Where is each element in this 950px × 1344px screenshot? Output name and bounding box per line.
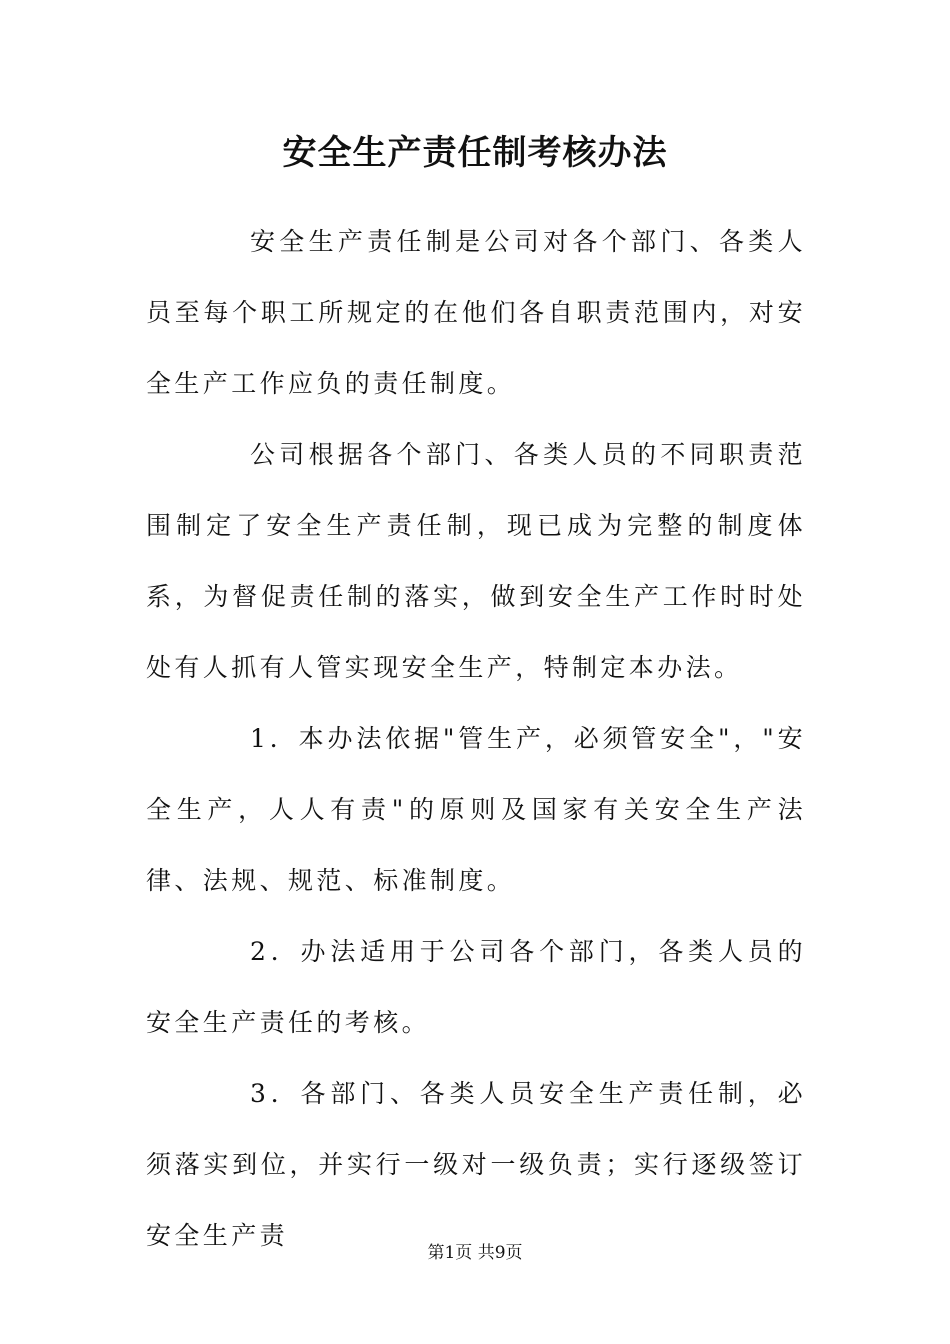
paragraph: 1．本办法依据"管生产，必须管安全"，"安全生产，人人有责"的原则及国家有关安全生产法律、法规、规范、标准制度。 xyxy=(146,724,806,895)
paragraph: 3．各部门、各类人员安全生产责任制，必须落实到位，并实行一级对一级负责；实行逐级签订安全生产责 xyxy=(146,1079,806,1250)
paragraph: 公司根据各个部门、各类人员的不同职责范围制定了安全生产责任制，现已成为完整的制度体系，为督促责任制的落实，做到安全生产工作时时处处有人抓有人管实现安全生产，特制定本办法。 xyxy=(146,440,806,682)
paragraph: 2．办法适用于公司各个部门，各类人员的安全生产责任的考核。 xyxy=(146,937,806,1037)
document-body xyxy=(146,206,806,1271)
page-number-footer: 第1页 共9页 xyxy=(427,1243,523,1263)
paragraph: 安全生产责任制是公司对各个部门、各类人员至每个职工所规定的在他们各自职责范围内，对安全生产工作应负的责任制度。 xyxy=(146,227,806,398)
document-title: 安全生产责任制考核办法 xyxy=(282,133,668,173)
